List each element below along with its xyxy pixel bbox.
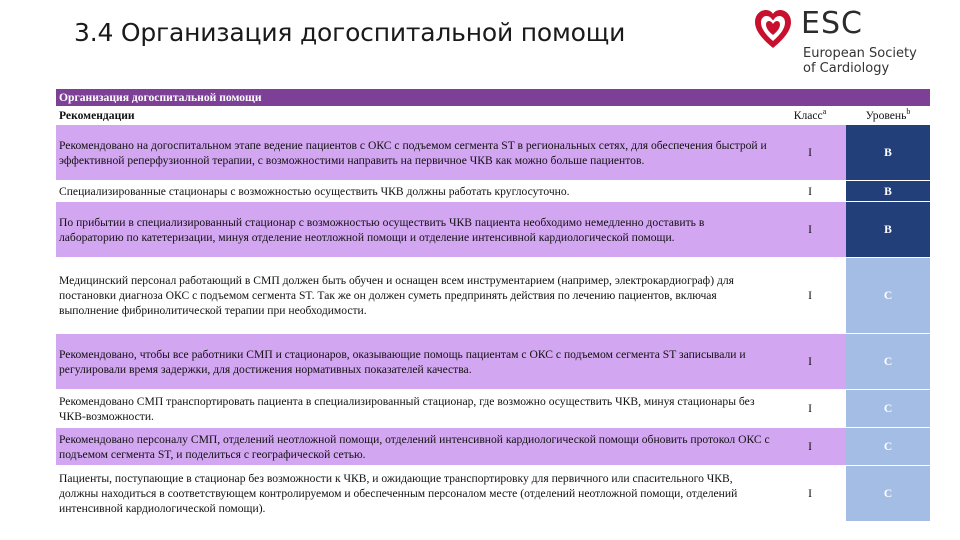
table-row [56, 390, 930, 428]
class-cell: I [774, 390, 846, 428]
recommendation-text: Специализированные стационары с возможностью осуществить ЧКВ должны работать круглосуточно. [56, 181, 774, 202]
table-row [56, 428, 930, 466]
level-cell: B [846, 202, 930, 258]
level-cell: B [846, 125, 930, 181]
table-row [56, 125, 930, 181]
table-row [56, 202, 930, 258]
recommendation-text: Медицинский персонал работающий в СМП должен быть обучен и оснащен всем инструментарием (например, электрокардиограф) для постановки диагноза ОКС с подъемом сегмента ST. Так же он должен суметь предпринять действия по лечению пациентов, включая выполнение фибринолитической терапии при необходимости. [56, 258, 774, 334]
logo-org-line2: of Cardiology [803, 61, 890, 76]
header-class [774, 107, 846, 125]
header-level-label: Уровень [865, 109, 907, 122]
heart-logo-icon [753, 8, 793, 52]
esc-logo [753, 6, 933, 82]
level-cell: C [846, 334, 930, 390]
recommendation-text: Пациенты, поступающие в стационар без возможности к ЧКВ, и ожидающие транспортировку для первичного или спасительного ЧКВ, должны находиться в соответствующем контролируемом и обеспеченным персоналом месте (отделений неотложной помощи, отделений интенсивной кардиологической помощи). [56, 466, 774, 522]
header-recommendations: Рекомендации [56, 107, 774, 125]
class-cell: I [774, 125, 846, 181]
level-cell: C [846, 258, 930, 334]
recommendations-table [56, 89, 930, 522]
level-cell: C [846, 466, 930, 522]
header-class-label: Класс [793, 109, 823, 122]
table-row [56, 334, 930, 390]
table-row [56, 258, 930, 334]
level-cell: C [846, 428, 930, 466]
header-class-sup: a [822, 107, 827, 117]
class-cell: I [774, 258, 846, 334]
logo-esc-text: ESC [801, 6, 863, 41]
table-row [56, 466, 930, 522]
class-cell: I [774, 466, 846, 522]
recommendation-text: Рекомендовано персоналу СМП, отделений неотложной помощи, отделений интенсивной кардиологической помощи обновить протокол ОКС с подъемом сегмента ST, и поделиться с географической сетью. [56, 428, 774, 466]
table-row [56, 181, 930, 202]
slide-title: 3.4 Организация догоспитальной помощи [74, 18, 626, 47]
level-cell: B [846, 181, 930, 202]
recommendation-text: Рекомендовано на догоспитальном этапе ведение пациентов с ОКС с подъемом сегмента ST в региональных сетях, для обеспечения быстрой и эффективной реперфузионной терапии, с возможностими направить на первичное ЧКВ как можно больше пациентов. [56, 125, 774, 181]
class-cell: I [774, 202, 846, 258]
table-banner: Организация догоспитальной помощи [56, 89, 930, 107]
recommendation-text: Рекомендовано СМП транспортировать пациента в специализированный стационар, где возможно осуществить ЧКВ, минуя стационары без ЧКВ-возможности. [56, 390, 774, 428]
class-cell: I [774, 181, 846, 202]
class-cell: I [774, 428, 846, 466]
header-level-sup: b [906, 107, 911, 117]
recommendation-text: Рекомендовано, чтобы все работники СМП и стационаров, оказывающие помощь пациентам с ОКС с подъемом сегмента ST записывали и регулировали время задержки, для достижения нормативных показателей качества. [56, 334, 774, 390]
table-header-row [56, 107, 930, 125]
class-cell: I [774, 334, 846, 390]
table-banner-row [56, 89, 930, 107]
level-cell: C [846, 390, 930, 428]
logo-org-line1: European Society [803, 46, 917, 61]
header-level [846, 107, 930, 125]
logo-org-name [803, 46, 917, 76]
recommendation-text: По прибытии в специализированный стационар с возможностью осуществить ЧКВ пациента необходимо немедленно доставить в лабораторию по катетеризации, минуя отделение неотложной помощи и отделение интенсивной кардиологической помощи. [56, 202, 774, 258]
